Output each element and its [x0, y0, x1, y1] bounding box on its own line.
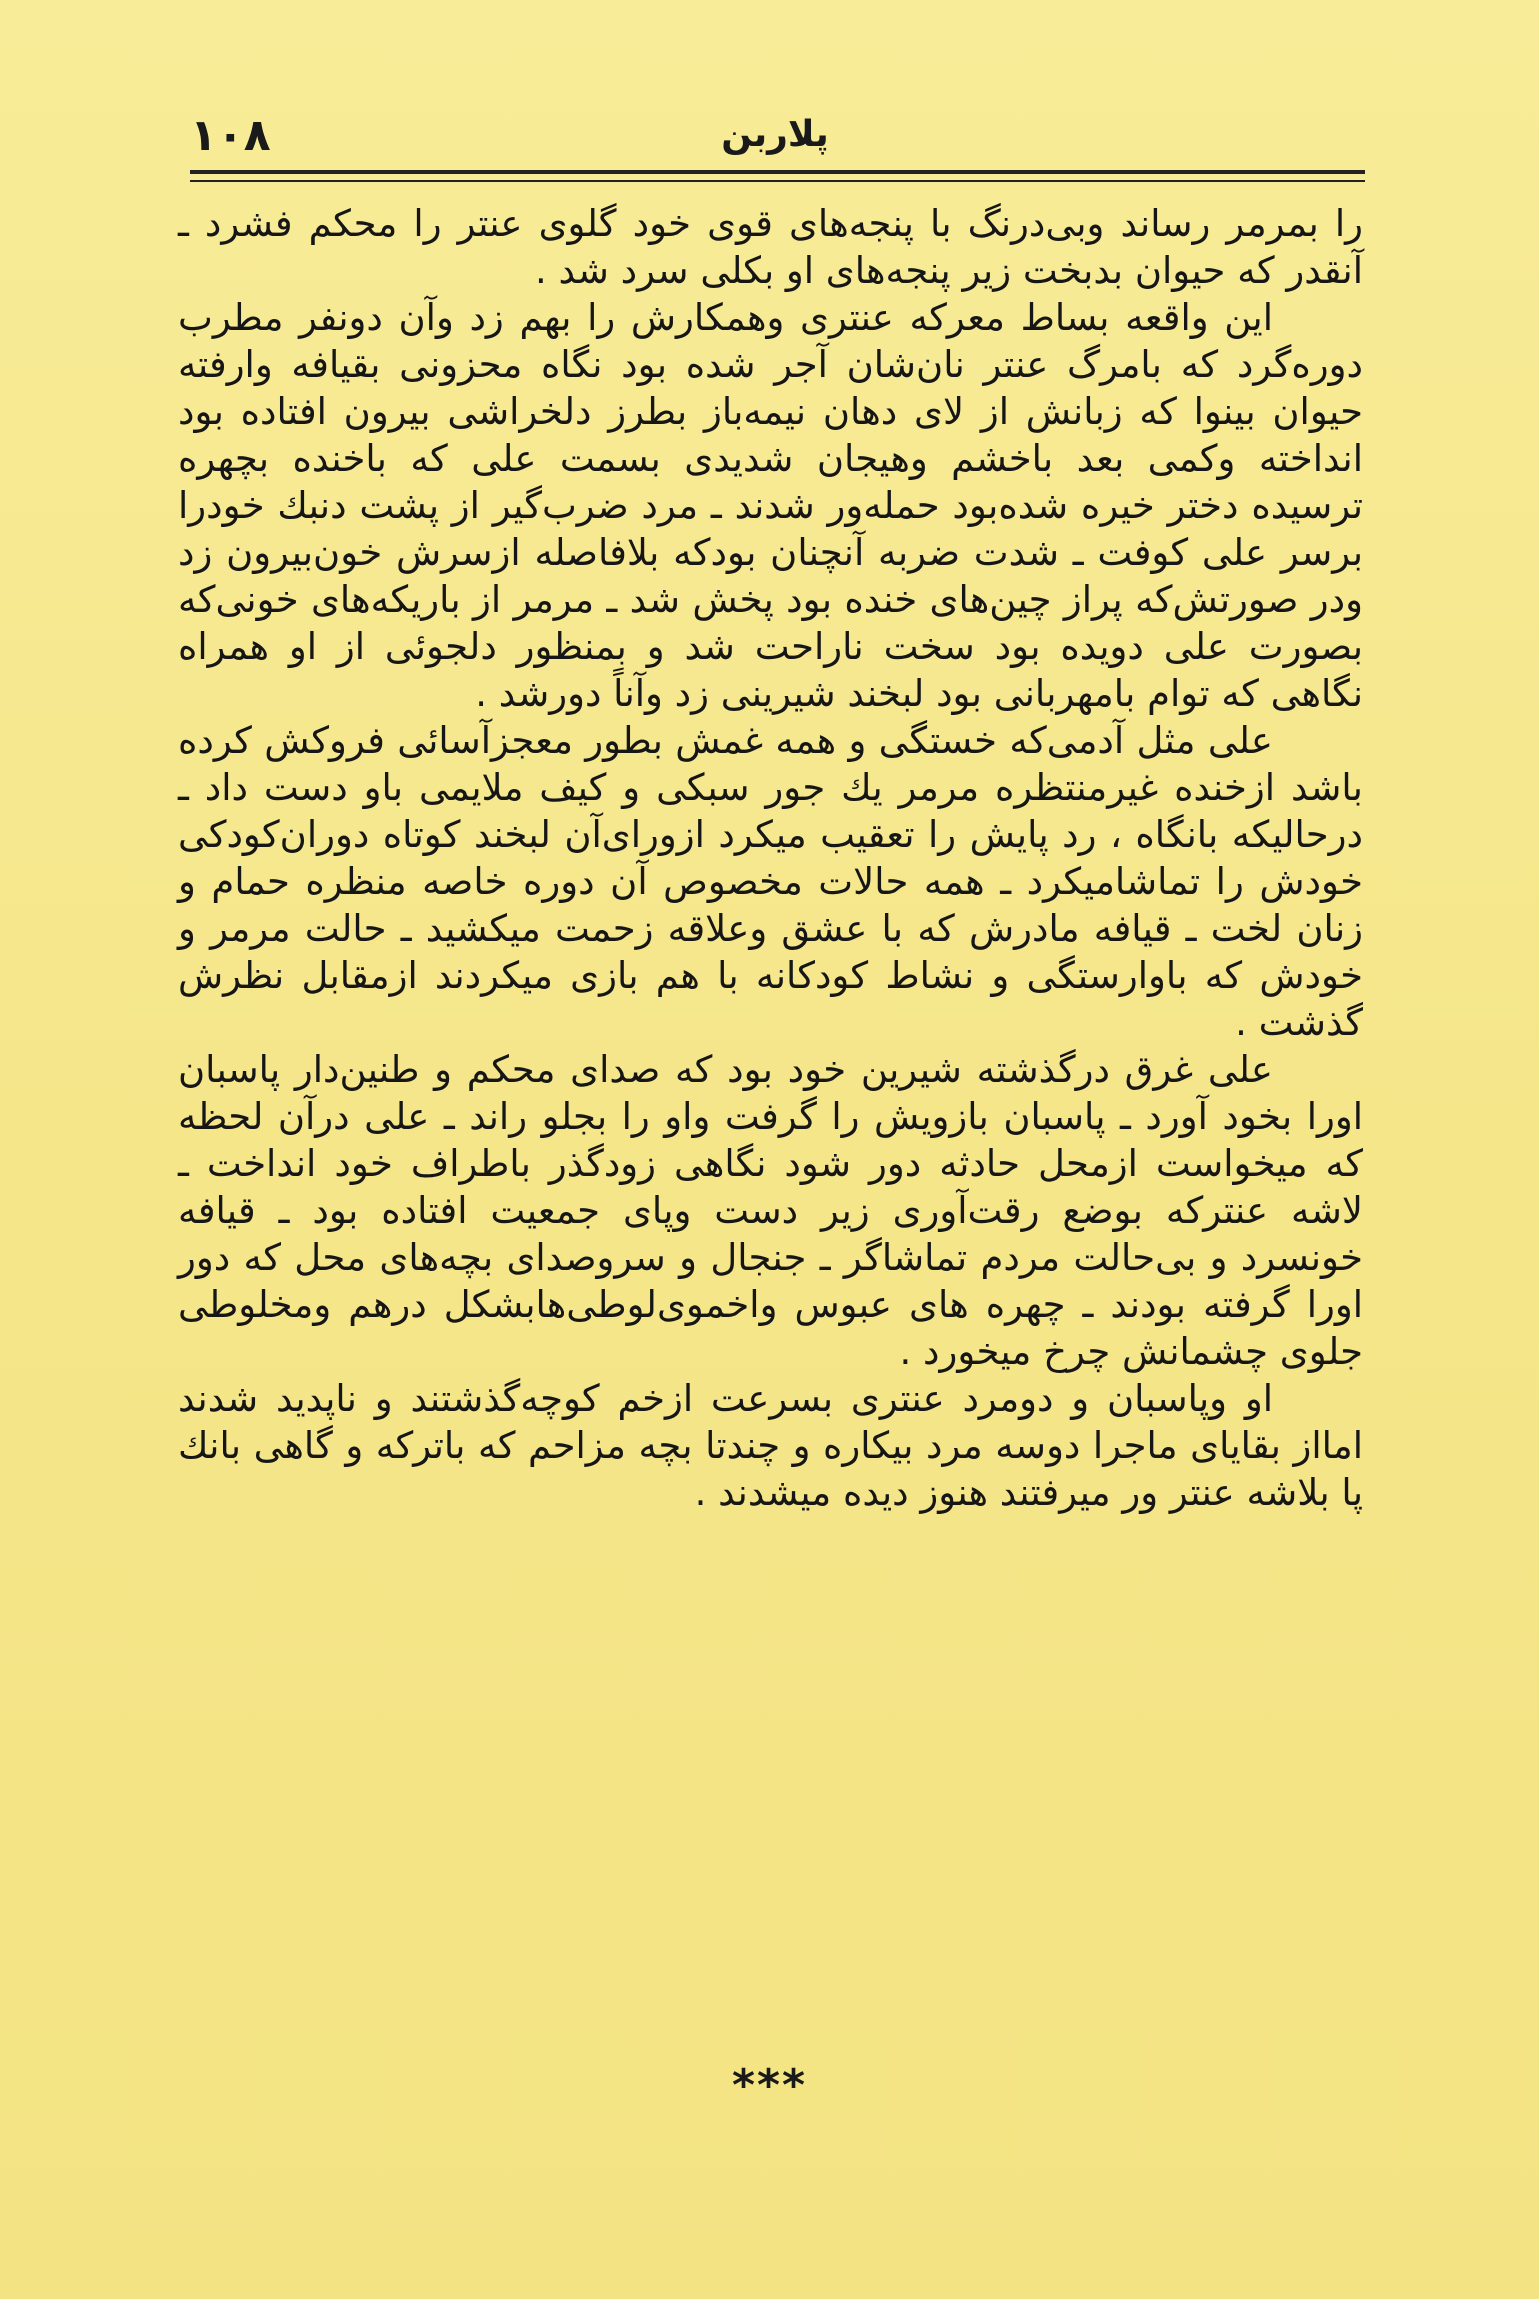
paragraph: او وپاسبان و دومرد عنتری بسرعت ازخم کوچه‌گذشتند و ناپدید شدند امااز بقایای ماجرا دوسه مرد بیکاره و چندتا بچه مزاحم که باترکه و گاهی بانك پا بلاشه عنتر ور میرفتند هنوز دیده میشدند . — [178, 1377, 1363, 1514]
paragraph: این واقعه بساط معرکه عنتری وهمکارش را بهم زد وآن دونفر مطرب دوره‌گرد که بامرگ عنتر نان‌شان آجر شده بود نگاه محزونی بقیافه وارفته حیوان بینوا که زبانش از لای دهان نیمه‌باز بطرز دلخراشی بیرون افتاده بود انداخته وکمی بعد باخشم وهیجان شدیدی بسمت علی که باخنده بچهره ترسیده دختر خیره شده‌بود حمله‌ور شدند ـ مرد ضرب‌گیر از پشت دنبك خودرا برسر علی کوفت ـ شدت ضربه آنچنان بودکه بلافاصله ازسرش خون‌بیرون زد ودر صورتش‌که پراز چین‌های خنده بود پخش شد ـ مرمر از باریکه‌های خونی‌که بصورت علی دویده بود سخت ناراحت شد و بمنظور دلجوئی از او همراه نگاهی که توام بامهربانی بود لبخند شیرینی زد وآناً دورشد . — [178, 296, 1363, 715]
paragraph: علی مثل آدمی‌که خستگی و همه غمش بطور معجزآسائی فروکش کرده باشد ازخنده غیرمنتظره مرمر یك جور سبکی و کیف ملایمی باو دست داد ـ درحالیکه بانگاه ، رد پایش را تعقیب میکرد ازورای‌آن لبخند کوتاه دوران‌کودکی خودش را تماشامیکرد ـ همه حالات مخصوص آن دوره خاصه منظره حمام و زنان لخت ـ قیافه مادرش که با عشق وعلاقه زحمت میکشید ـ حالت مرمر و خودش که باوارستگی و نشاط کودکانه با هم بازی میکردند ازمقابل نظرش گذشت . — [178, 719, 1363, 1044]
running-title: پلاربن — [721, 114, 829, 155]
section-ornament: *** — [731, 2060, 808, 2111]
paragraph: علی غرق درگذشته شیرین خود بود که صدای محکم و طنین‌دار پاسبان اورا بخود آورد ـ پاسبان بازویش را گرفت واو را بجلو راند ـ علی درآن لحظه که میخواست ازمحل حادثه دور شود نگاهی زودگذر باطراف خود انداخت ـ لاشه عنترکه بوضع رقت‌آوری زیر دست وپای جمعیت افتاده بود ـ قیافه خونسرد و بی‌حالت مردم تماشاگر ـ جنجال و سروصدای بچه‌های محل که دور اورا گرفته بودند ـ چهره های عبوس واخموی‌لوطی‌هابشکل درهم ومخلوطی جلوی چشمانش چرخ میخورد . — [178, 1048, 1363, 1373]
header-rule — [190, 170, 1365, 174]
body-text — [178, 200, 1363, 1516]
paragraph: را بمرمر رساند وبی‌درنگ با پنجه‌های قوی خود گلوی عنتر را محکم فشرد ـ آنقدر که حیوان بدبخت زیر پنجه‌های او بکلی سرد شد . — [178, 202, 1363, 292]
header-rule-thin — [190, 180, 1365, 182]
page-number: ۱۰۸ — [190, 110, 271, 161]
